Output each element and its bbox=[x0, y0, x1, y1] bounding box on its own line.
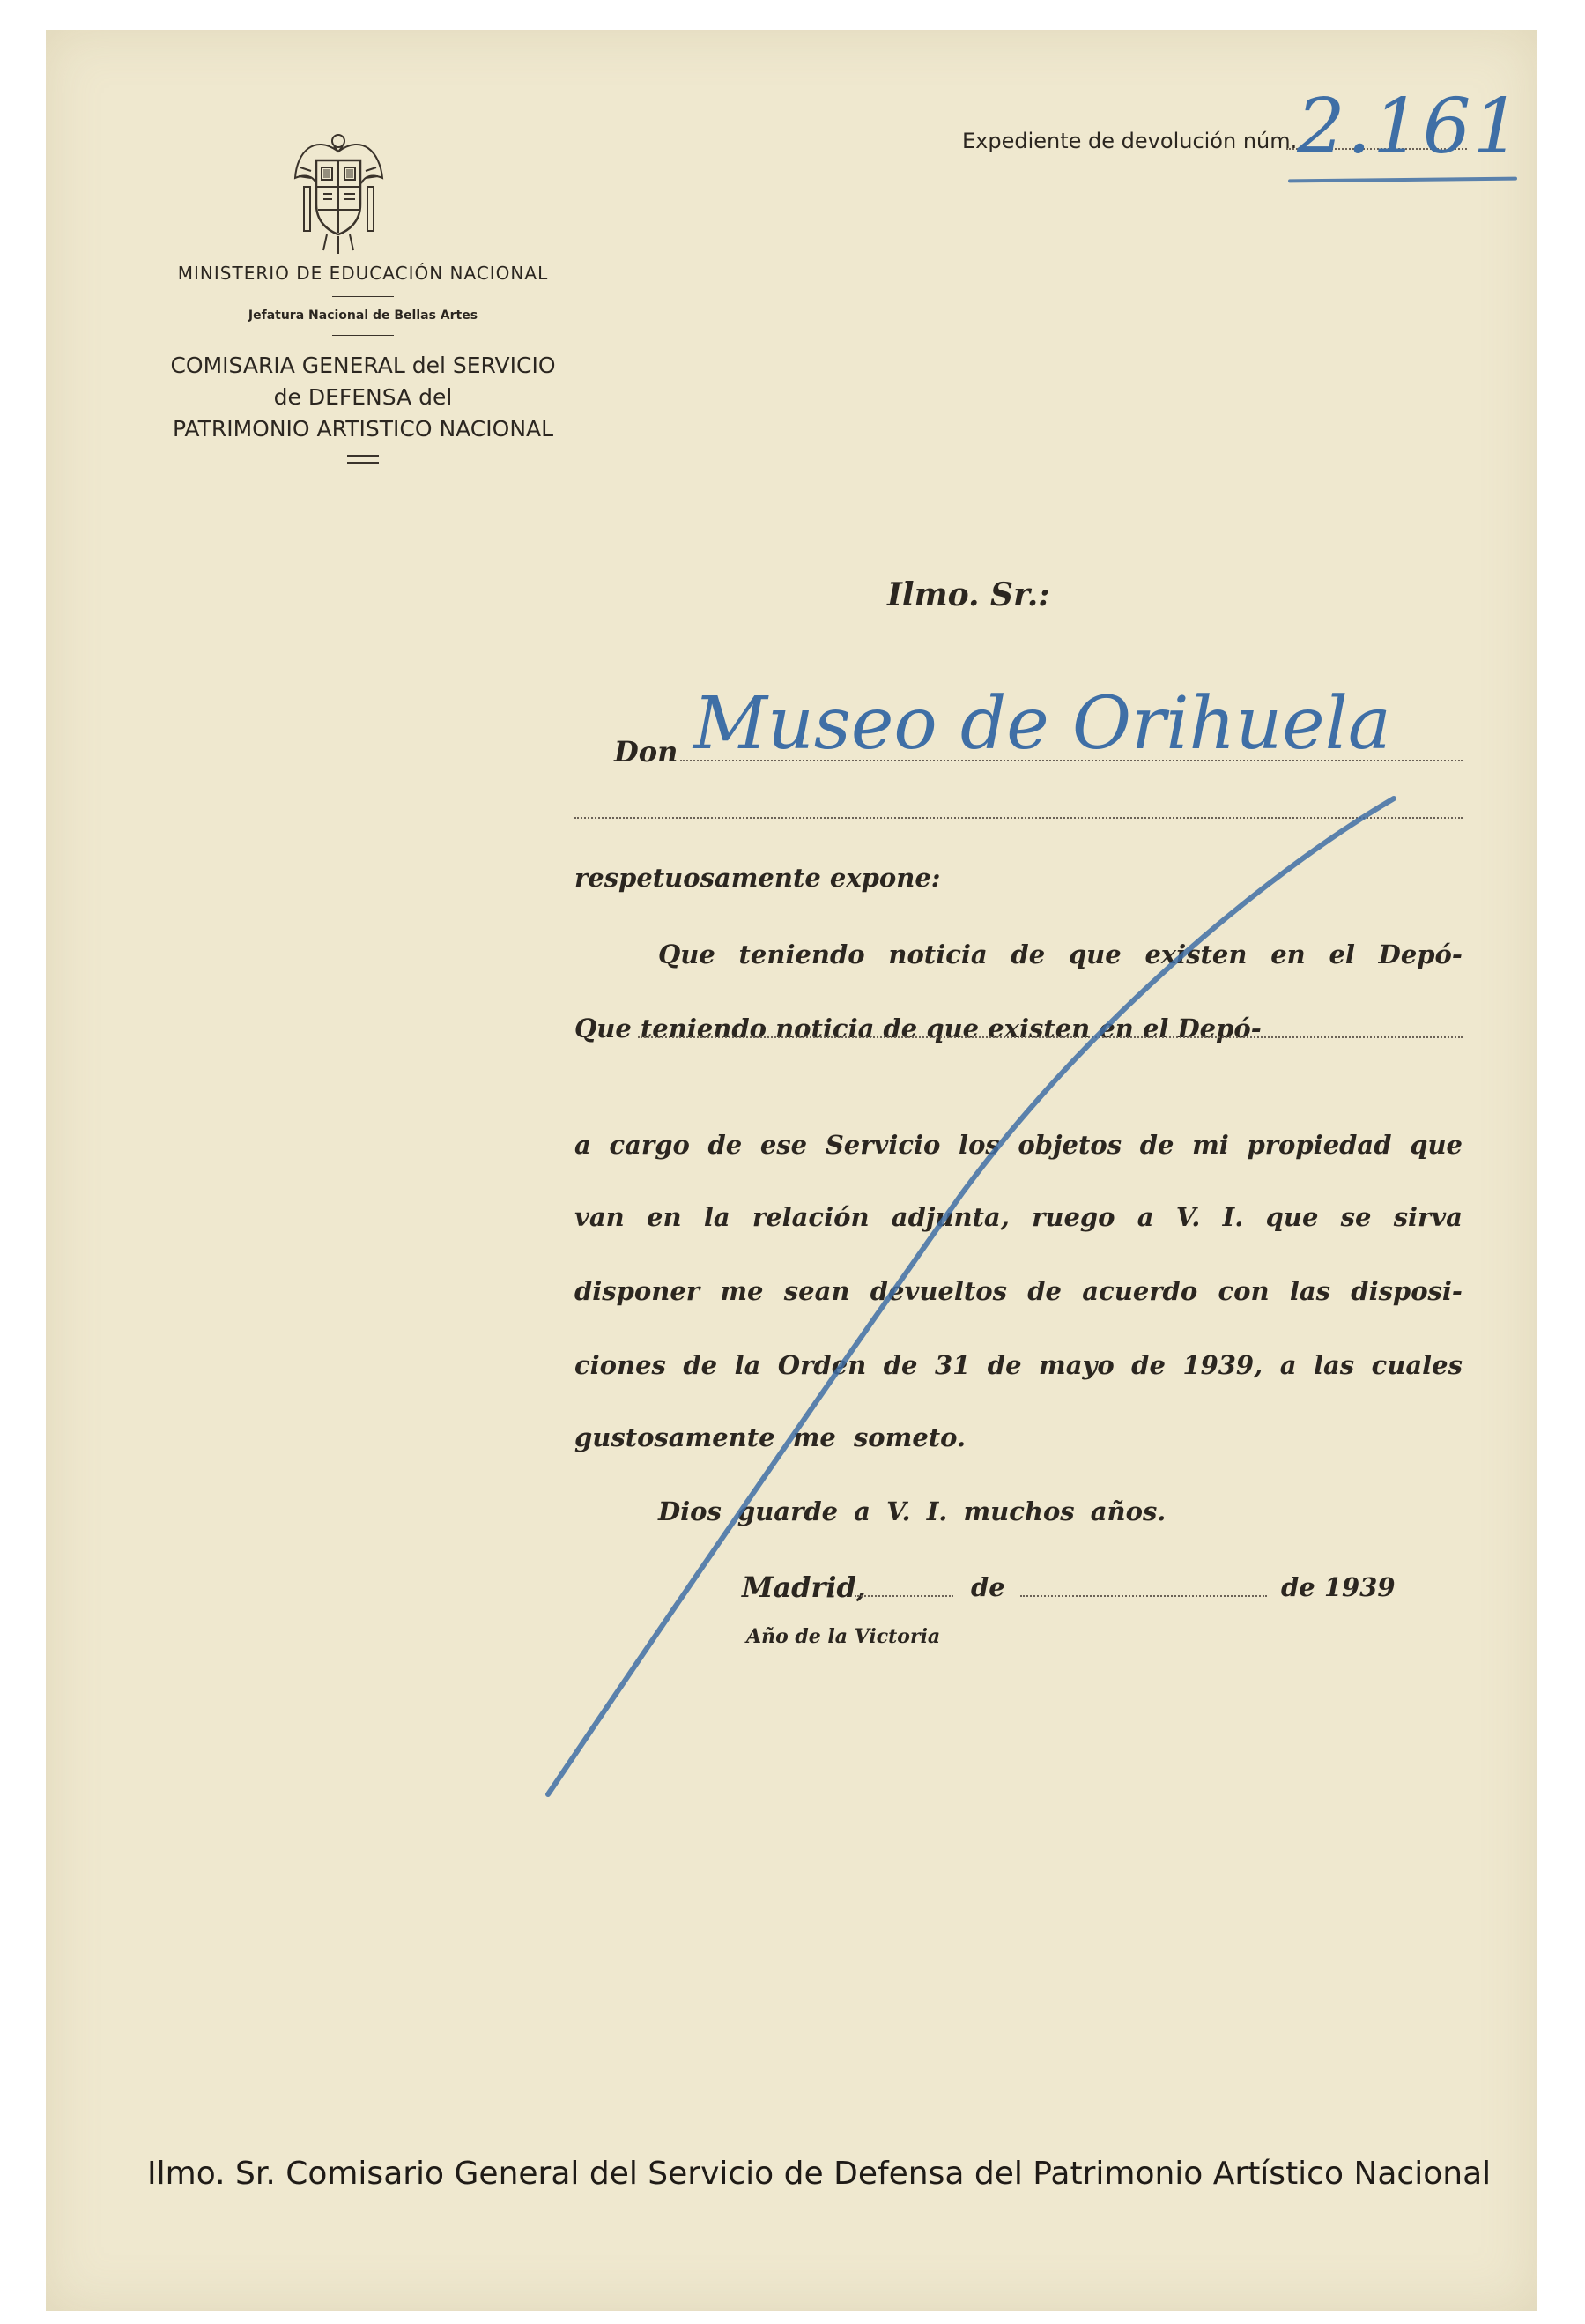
comisaria-line-2: de DEFENSA del bbox=[273, 384, 453, 410]
word: cuales bbox=[1371, 1350, 1463, 1380]
word: ese bbox=[759, 1130, 808, 1160]
ministry-name: MINISTERIO DE EDUCACIÓN NACIONAL bbox=[177, 263, 549, 284]
word: con bbox=[1218, 1276, 1270, 1306]
word: se bbox=[1340, 1202, 1372, 1232]
word: V. bbox=[1175, 1202, 1201, 1232]
word: las bbox=[1289, 1276, 1330, 1306]
word: Depó- bbox=[1378, 939, 1463, 969]
document-sheet bbox=[46, 30, 1537, 2311]
word: I. bbox=[1222, 1202, 1244, 1232]
comisaria-line-1: COMISARIA GENERAL del SERVICIO bbox=[170, 353, 556, 378]
expediente-label: Expediente de devolución núm. bbox=[962, 129, 1298, 153]
year-text: de 1939 bbox=[1281, 1572, 1396, 1602]
word: a bbox=[574, 1130, 591, 1160]
word: adjunta, bbox=[891, 1202, 1010, 1232]
word: propiedad bbox=[1247, 1130, 1392, 1160]
word: mayo bbox=[1039, 1350, 1115, 1380]
word: van bbox=[574, 1202, 625, 1232]
word: de bbox=[683, 1350, 718, 1380]
word: teniendo bbox=[738, 939, 865, 969]
closing-text: Dios guarde a V. I. muchos años. bbox=[658, 1496, 1167, 1526]
word: de bbox=[1011, 939, 1046, 969]
don-label: Don bbox=[614, 735, 678, 768]
word: me bbox=[720, 1276, 764, 1306]
word: que bbox=[1068, 939, 1122, 969]
word: disponer bbox=[574, 1276, 700, 1306]
word: los bbox=[959, 1130, 1000, 1160]
footer-addressee: Ilmo. Sr. Comisario General del Servicio de Defensa del Patrimonio Artístico Nacional bbox=[147, 2156, 1492, 2192]
word: 1939, bbox=[1182, 1350, 1263, 1380]
word: someto. bbox=[853, 1422, 967, 1452]
word: mi bbox=[1192, 1130, 1229, 1160]
word: a bbox=[1137, 1202, 1154, 1232]
year-motto: Año de la Victoria bbox=[746, 1625, 941, 1648]
word: Que bbox=[658, 939, 715, 969]
de-text: de bbox=[971, 1572, 1005, 1602]
word: devueltos bbox=[870, 1276, 1007, 1306]
word: en bbox=[647, 1202, 682, 1232]
word: sirva bbox=[1393, 1202, 1463, 1232]
word: ciones bbox=[574, 1350, 666, 1380]
word: ruego bbox=[1032, 1202, 1115, 1232]
word: de bbox=[1131, 1350, 1166, 1380]
word: disposi- bbox=[1351, 1276, 1463, 1306]
word: de bbox=[1027, 1276, 1062, 1306]
word: las bbox=[1313, 1350, 1355, 1380]
word: Orden bbox=[777, 1350, 867, 1380]
word: de bbox=[883, 1350, 918, 1380]
don-name: Museo de Orihuela bbox=[693, 682, 1391, 766]
word: noticia bbox=[888, 939, 988, 969]
word: de bbox=[1139, 1130, 1174, 1160]
word: el bbox=[1329, 939, 1355, 969]
expone-text: respetuosamente expone: bbox=[574, 863, 941, 893]
word: gustosamente bbox=[574, 1422, 775, 1452]
word: que bbox=[1265, 1202, 1319, 1232]
word: acuerdo bbox=[1082, 1276, 1198, 1306]
body-line-2: Que teniendo noticia de que existen en el Depó- bbox=[574, 1014, 1262, 1043]
word: me bbox=[792, 1422, 836, 1452]
place-text: Madrid, bbox=[742, 1570, 867, 1604]
word: cargo bbox=[609, 1130, 690, 1160]
word: de bbox=[707, 1130, 743, 1160]
comisaria-line-3: PATRIMONIO ARTISTICO NACIONAL bbox=[172, 416, 554, 442]
word: que bbox=[1410, 1130, 1463, 1160]
word: a bbox=[1279, 1350, 1297, 1380]
word: en bbox=[1270, 939, 1306, 969]
word: relación bbox=[752, 1202, 870, 1232]
word: 31 bbox=[934, 1350, 971, 1380]
jefatura-name: Jefatura Nacional de Bellas Artes bbox=[248, 308, 478, 323]
word: de bbox=[987, 1350, 1022, 1380]
word: sean bbox=[783, 1276, 850, 1306]
word: Servicio bbox=[825, 1130, 941, 1160]
blue-pencil-slash bbox=[46, 30, 1537, 2311]
word: existen bbox=[1144, 939, 1248, 969]
word: la bbox=[703, 1202, 730, 1232]
expediente-number: 2.161 bbox=[1297, 83, 1523, 171]
word: objetos bbox=[1018, 1130, 1122, 1160]
word: la bbox=[734, 1350, 761, 1380]
salutation: Ilmo. Sr.: bbox=[887, 576, 1050, 613]
